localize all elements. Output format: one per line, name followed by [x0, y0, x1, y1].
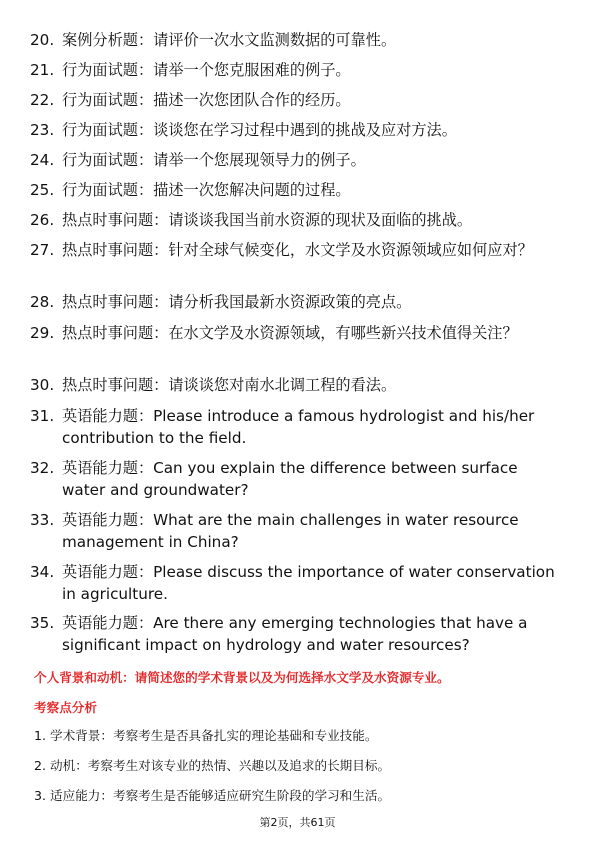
- question-text: 行为面试题：谈谈您在学习过程中遇到的挑战及应对方法。: [62, 121, 457, 139]
- question-item: [30, 509, 560, 553]
- question-text: 热点时事问题：针对全球气候变化，水文学及水资源领域应如何应对？: [62, 241, 533, 259]
- question-number: 28.: [30, 293, 55, 311]
- analysis-point: 2. 动机：考察考生对该专业的热情、兴趣以及追求的长期目标。: [34, 758, 391, 773]
- question-number: 30.: [30, 376, 55, 394]
- question-item: [30, 209, 560, 231]
- question-item: [30, 561, 560, 605]
- question-text: 英语能力题：Are there any emerging technologies that have a significant impact on hydrology and water resources?: [62, 614, 528, 654]
- question-item: [30, 89, 560, 111]
- question-number: 27.: [30, 241, 55, 259]
- analysis-title: 考察点分析: [34, 700, 97, 715]
- analysis-point: 1. 学术背景：考察考生是否具备扎实的理论基础和专业技能。: [34, 728, 378, 743]
- question-item: [30, 29, 560, 51]
- question-item: [30, 239, 560, 261]
- question-item: [30, 179, 560, 201]
- question-item: [30, 291, 560, 313]
- question-text: 热点时事问题：在水文学及水资源领域，有哪些新兴技术值得关注？: [62, 324, 518, 342]
- question-number: 24.: [30, 151, 55, 169]
- question-text: 行为面试题：请举一个您展现领导力的例子。: [62, 151, 366, 169]
- analysis-point: 3. 适应能力：考察考生是否能够适应研究生阶段的学习和生活。: [34, 788, 391, 803]
- question-number: 31.: [30, 407, 55, 425]
- question-number: 33.: [30, 511, 55, 529]
- question-number: 34.: [30, 563, 55, 581]
- question-number: 23.: [30, 121, 55, 139]
- question-number: 20.: [30, 31, 55, 49]
- question-text: 英语能力题：Please introduce a famous hydrologist and his/her contribution to the field.: [62, 407, 535, 447]
- highlight-question: 个人背景和动机：请简述您的学术背景以及为何选择水文学及水资源专业。: [34, 670, 450, 685]
- question-text: 热点时事问题：请分析我国最新水资源政策的亮点。: [62, 293, 412, 311]
- question-text: 行为面试题：请举一个您克服困难的例子。: [62, 61, 351, 79]
- question-item: [30, 405, 560, 449]
- question-number: 35.: [30, 614, 55, 632]
- question-number: 21.: [30, 61, 55, 79]
- question-item: [30, 149, 560, 171]
- question-item: [30, 612, 560, 656]
- question-text: 行为面试题：描述一次您解决问题的过程。: [62, 181, 351, 199]
- question-item: [30, 119, 560, 141]
- question-item: [30, 374, 560, 396]
- question-number: 26.: [30, 211, 55, 229]
- question-number: 29.: [30, 324, 55, 342]
- page-footer: 第2页，共61页: [259, 816, 336, 829]
- question-item: [30, 322, 560, 344]
- question-item: [30, 457, 560, 501]
- question-number: 22.: [30, 91, 55, 109]
- question-item: [30, 59, 560, 81]
- question-text: 案例分析题：请评价一次水文监测数据的可靠性。: [62, 31, 397, 49]
- question-text: 英语能力题：Please discuss the importance of water conservation in agriculture.: [62, 563, 555, 603]
- question-text: 英语能力题：Can you explain the difference between surface water and groundwater?: [62, 459, 518, 499]
- question-text: 行为面试题：描述一次您团队合作的经历。: [62, 91, 351, 109]
- question-text: 英语能力题：What are the main challenges in water resource management in China?: [62, 511, 519, 551]
- question-number: 25.: [30, 181, 55, 199]
- question-text: 热点时事问题：请谈谈我国当前水资源的现状及面临的挑战。: [62, 211, 473, 229]
- question-text: 热点时事问题：请谈谈您对南水北调工程的看法。: [62, 376, 397, 394]
- question-number: 32.: [30, 459, 55, 477]
